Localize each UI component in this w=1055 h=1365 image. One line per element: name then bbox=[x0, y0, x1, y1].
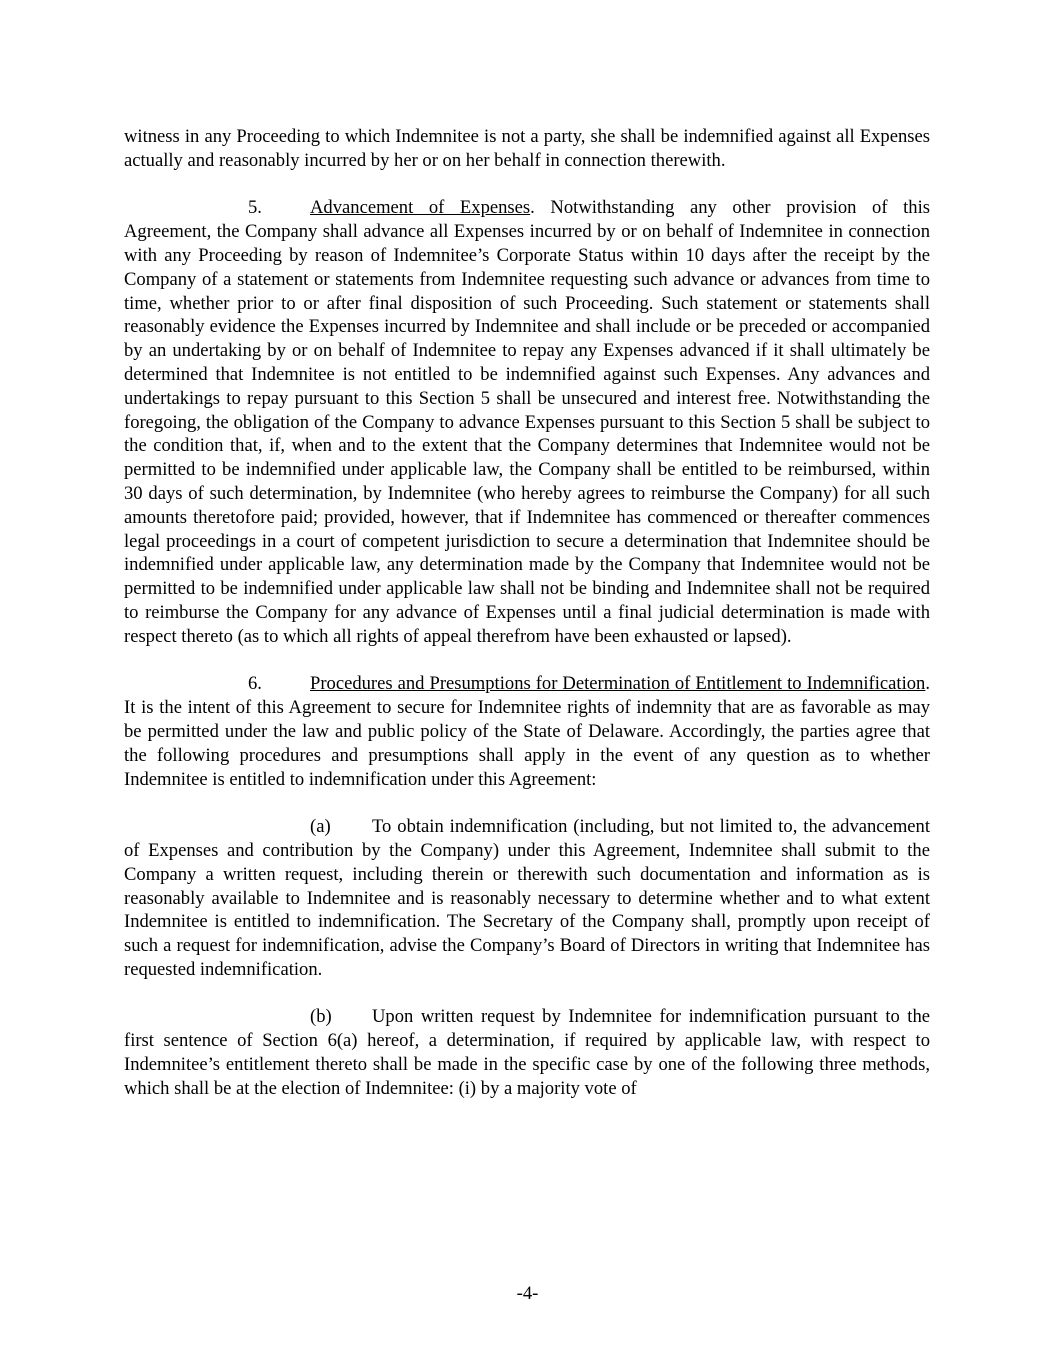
section-5-body: Notwithstanding any other provision of this Agreement, the Company shall advance all Expenses incurred by or on behalf of Indemnitee in connection with any Proceeding by reason of Indemnitee’s Corporate Status within 10 days after the receipt by the Company of a statement or statements from Indemnitee requesting such advance or advances from time to time, whether prior to or after final disposition of such Proceeding. Such statement or statements shall reasonably evidence the Expenses incurred by Indemnitee and shall include or be preceded or accompanied by an undertaking by or on behalf of Indemnitee to repay any Expenses advanced if it shall ultimately be determined that Indemnitee is not entitled to be indemnified against such Expenses. Any advances and undertakings to repay pursuant to this Section 5 shall be unsecured and interest free. Notwithstanding the foregoing, the obligation of the Company to advance Expenses pursuant to this Section 5 shall be subject to the condition that, if, when and to the extent that the Company determines that Indemnitee would not be permitted to be indemnified under applicable law, the Company shall be entitled to be reimbursed, within 30 days of such determination, by Indemnitee (who hereby agrees to reimburse the Company) for all such amounts theretofore paid; provided, however, that if Indemnitee has commenced or thereafter commences legal proceedings in a court of competent jurisdiction to secure a determination that Indemnitee should be indemnified under applicable law, any determination made by the Company that Indemnitee would not be permitted to be indemnified under applicable law shall not be binding and Indemnitee shall not be required to reimburse the Company for any advance of Expenses until a final judicial determination is made with respect thereto (as to which all rights of appeal therefrom have been exhausted or lapsed). bbox=[124, 197, 930, 647]
section-6a-body: To obtain indemnification (including, but not limited to, the advancement of Expenses and contribution by the Company) under this Agreement, Indemnitee shall submit to the Company a written request, including therein or therewith such documentation and information as is reasonably available to Indemnitee and is reasonably necessary to determine whether and to what extent Indemnitee is entitled to indemnification. The Secretary of the Company shall, promptly upon receipt of such a request for indemnification, advise the Company’s Board of Directors in writing that Indemnitee has requested indemnification. bbox=[124, 816, 930, 980]
section-6b-body: Upon written request by Indemnitee for indemnification pursuant to the first sentence of Section 6(a) hereof, a determination, if required by applicable law, with respect to Indemnitee’s entitlement thereto shall be made in the specific case by one of the following three methods, which shall be at the election of Indemnitee: (i) by a majority vote of bbox=[124, 1006, 930, 1099]
section-6a-label: (a) bbox=[310, 816, 331, 838]
document-page bbox=[124, 125, 930, 1124]
section-6-heading-punct: . bbox=[925, 673, 930, 695]
paragraph-intro: witness in any Proceeding to which Indemnitee is not a party, she shall be indemnified against all Expenses actually and reasonably incurred by her or on her behalf in connection therewith. bbox=[124, 126, 930, 171]
section-5-heading: Advancement of Expenses bbox=[310, 197, 531, 219]
section-6a-paragraph bbox=[124, 815, 930, 982]
section-5-paragraph bbox=[124, 196, 930, 648]
section-6-number: 6. bbox=[248, 673, 262, 695]
section-6b-label: (b) bbox=[310, 1006, 332, 1028]
section-5-number: 5. bbox=[248, 197, 262, 219]
section-5-heading-punct: . bbox=[530, 197, 535, 219]
section-6-heading: Procedures and Presumptions for Determination of Entitlement to Indemnification bbox=[310, 673, 926, 695]
page-number: -4- bbox=[516, 1283, 539, 1304]
section-6-body: It is the intent of this Agreement to secure for Indemnitee rights of indemnity that are as favorable as may be permitted under the law and public policy of the State of Delaware. Accordingly, the parties agree that the following procedures and presumptions shall apply in the event of any question as to whether Indemnitee is entitled to indemnification under this Agreement: bbox=[124, 697, 930, 790]
section-6b-paragraph bbox=[124, 1005, 930, 1100]
section-6-paragraph bbox=[124, 672, 930, 791]
